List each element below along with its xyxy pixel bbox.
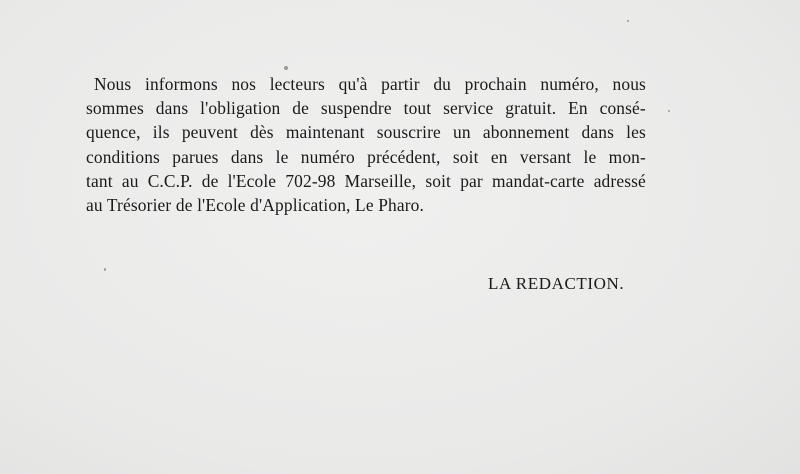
word: consé- xyxy=(599,98,646,119)
notice-line-3 xyxy=(86,120,646,144)
word: abonnement xyxy=(482,122,570,143)
word: suspendre xyxy=(320,98,392,119)
word: mandat-carte xyxy=(491,170,585,191)
ink-speck xyxy=(104,268,106,271)
word: mon- xyxy=(608,146,646,167)
word: souscrire xyxy=(376,122,441,143)
notice-line-4 xyxy=(86,145,646,169)
word: partir xyxy=(381,74,420,94)
word: qu'à xyxy=(338,74,368,94)
word: numéro xyxy=(300,146,355,167)
word: service xyxy=(443,98,494,119)
word: de xyxy=(292,98,309,119)
word: maintenant xyxy=(285,122,365,143)
word: versant xyxy=(519,146,572,167)
word: C.C.P. xyxy=(147,170,193,191)
word: parues xyxy=(172,146,219,167)
word: tout xyxy=(403,98,432,119)
word: un xyxy=(453,122,471,143)
word: l'Ecole xyxy=(227,170,277,191)
word: peuvent xyxy=(181,122,238,143)
word: Marseille, xyxy=(344,170,417,191)
word: sommes xyxy=(86,98,144,119)
word: par xyxy=(460,170,483,191)
word: nous xyxy=(612,74,646,94)
word: prochain xyxy=(464,74,527,94)
line-text: au Trésorier de l'Ecole d'Application, Le Pharo. xyxy=(86,194,425,215)
word: adressé xyxy=(593,170,646,191)
word: dans xyxy=(155,98,189,119)
word: dans xyxy=(581,122,614,143)
word: au xyxy=(121,170,139,191)
word: les xyxy=(626,122,646,143)
notice-line-6 xyxy=(86,193,646,217)
word: le xyxy=(275,146,289,167)
word: dès xyxy=(250,122,274,143)
word: de xyxy=(201,170,219,191)
word: quence, xyxy=(86,122,141,143)
word: du xyxy=(433,74,452,94)
word: ils xyxy=(152,122,170,143)
word: soit xyxy=(425,170,452,191)
word: l'obligation xyxy=(200,98,281,119)
word: Nous xyxy=(94,74,132,94)
ink-speck xyxy=(284,66,288,70)
notice-line-2 xyxy=(86,96,646,120)
ink-speck xyxy=(627,20,629,22)
word: dans xyxy=(230,146,264,167)
word: le xyxy=(583,146,597,167)
word: 702-98 xyxy=(285,170,336,191)
ink-speck xyxy=(668,110,670,112)
word: En xyxy=(568,98,588,119)
word: nos xyxy=(231,74,257,94)
notice-line-1 xyxy=(86,72,646,96)
word: lecteurs xyxy=(269,74,325,94)
word: gratuit. xyxy=(505,98,557,119)
notice-paragraph xyxy=(86,72,646,217)
word: conditions xyxy=(86,146,160,167)
word: informons xyxy=(144,74,218,94)
word: précédent, xyxy=(367,146,441,167)
word: numéro, xyxy=(540,74,599,94)
signature: LA REDACTION. xyxy=(488,274,625,293)
word: en xyxy=(490,146,508,167)
word: tant xyxy=(86,170,113,191)
word: soit xyxy=(452,146,479,167)
notice-line-5 xyxy=(86,169,646,193)
